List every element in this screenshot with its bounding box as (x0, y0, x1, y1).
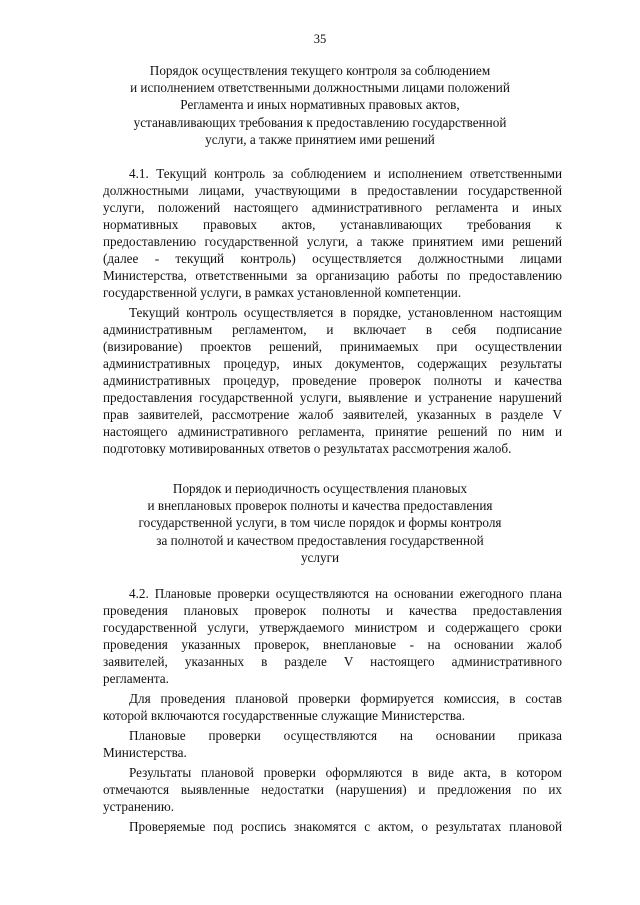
section-heading-current-control (100, 62, 540, 148)
paragraph-commission (103, 690, 562, 724)
text-line: 4.2. Плановые проверки осуществляются на основании ежегодного плана (129, 586, 562, 601)
text-line: регламента. (103, 671, 169, 686)
text-line: административных процедур, проведение проверок полноты и качества (103, 373, 562, 388)
text-line: отмечаются выявленные недостатки (нарушения) и предложения по их (103, 782, 562, 797)
heading-line: устанавливающих требования к предоставлению государственной (133, 114, 507, 130)
paragraph-4-1 (103, 165, 562, 301)
text-line: услуги, положений настоящего административного регламента и иных (103, 200, 562, 215)
text-line: Проверяемые под роспись знакомятся с актом, о результатах плановой (129, 819, 562, 834)
heading-line: и внеплановых проверок полноты и качества предоставления (147, 498, 493, 514)
text-line: устранению. (103, 799, 174, 814)
heading-line: Порядок осуществления текущего контроля за соблюдением (149, 63, 491, 78)
heading-line: Порядок и периодичность осуществления плановых (172, 481, 468, 496)
text-line: проведения указанных проверок, внеплановые - на основании жалоб (103, 637, 562, 652)
text-line: которой включаются государственные служащие Министерства. (103, 708, 466, 723)
text-line: подготовку мотивированных ответов о результатах рассмотрения жалоб. (103, 441, 512, 456)
text-line: Министерства. (103, 745, 187, 760)
paragraph-4-2 (103, 585, 562, 687)
heading-line: услуги, а также принятием ими решений (205, 131, 435, 147)
text-line: должностными лицами, участвующими в предоставлении государственной (103, 183, 562, 198)
text-line: Текущий контроль осуществляется в порядке, установленном настоящим (129, 305, 562, 320)
text-line: предоставления государственной услуги, выявление и устранение нарушений (103, 390, 562, 405)
text-line: проведения плановых проверок полноты и качества предоставления (103, 603, 562, 618)
paragraph-results (103, 764, 562, 815)
text-line: прав заявителей, рассмотрение жалоб заявителей, указанных в разделе V (103, 407, 562, 422)
heading-line: услуги (300, 549, 340, 565)
paragraph-acknowledgement (103, 818, 562, 835)
section1-body (103, 165, 562, 457)
heading-line: и исполнением ответственными должностными лицами положений (130, 80, 510, 96)
text-line: предоставлению государственной услуги, а также принятием ими решений (103, 234, 562, 249)
section-heading-inspections (100, 480, 540, 566)
text-line: настоящего административного регламента, принятие решений по ним и (103, 424, 562, 439)
page-number: 35 (313, 32, 327, 46)
paragraph-order (103, 727, 562, 761)
text-line: Плановые проверки осуществляются на основании приказа (129, 728, 562, 743)
text-line: Результаты плановой проверки оформляются в виде акта, в котором (129, 765, 562, 780)
paragraph-current-control (103, 304, 562, 457)
text-line: Министерства, ответственными за организацию работы по предоставлению (103, 268, 562, 283)
text-line: административным регламентом, и включает в себя подписание (103, 322, 562, 337)
text-line: заявителей, указанных в разделе V настоящего административного (103, 654, 562, 669)
heading-line: за полнотой и качеством предоставления государственной (156, 532, 484, 548)
text-line: государственной услуги, утверждаемого министром и содержащего сроки (103, 620, 562, 635)
heading-line: Регламента и иных нормативных правовых актов, (180, 97, 460, 113)
section2-body (103, 585, 562, 835)
text-line: 4.1. Текущий контроль за соблюдением и исполнением ответственными (129, 166, 562, 181)
text-line: государственной услуги, в рамках установленной компетенции. (103, 285, 462, 300)
text-line: (визирование) проектов решений, принимаемых при осуществлении (103, 339, 562, 354)
text-line: административных процедур, иных документов, содержащих результаты (103, 356, 562, 371)
heading-line: государственной услуги, в том числе порядок и формы контроля (138, 515, 502, 531)
text-line: (далее - текущий контроль) осуществляется должностными лицами (103, 251, 562, 266)
text-line: Для проведения плановой проверки формируется комиссия, в состав (129, 691, 562, 706)
text-line: нормативных правовых актов, устанавливающих требования к (103, 217, 562, 232)
